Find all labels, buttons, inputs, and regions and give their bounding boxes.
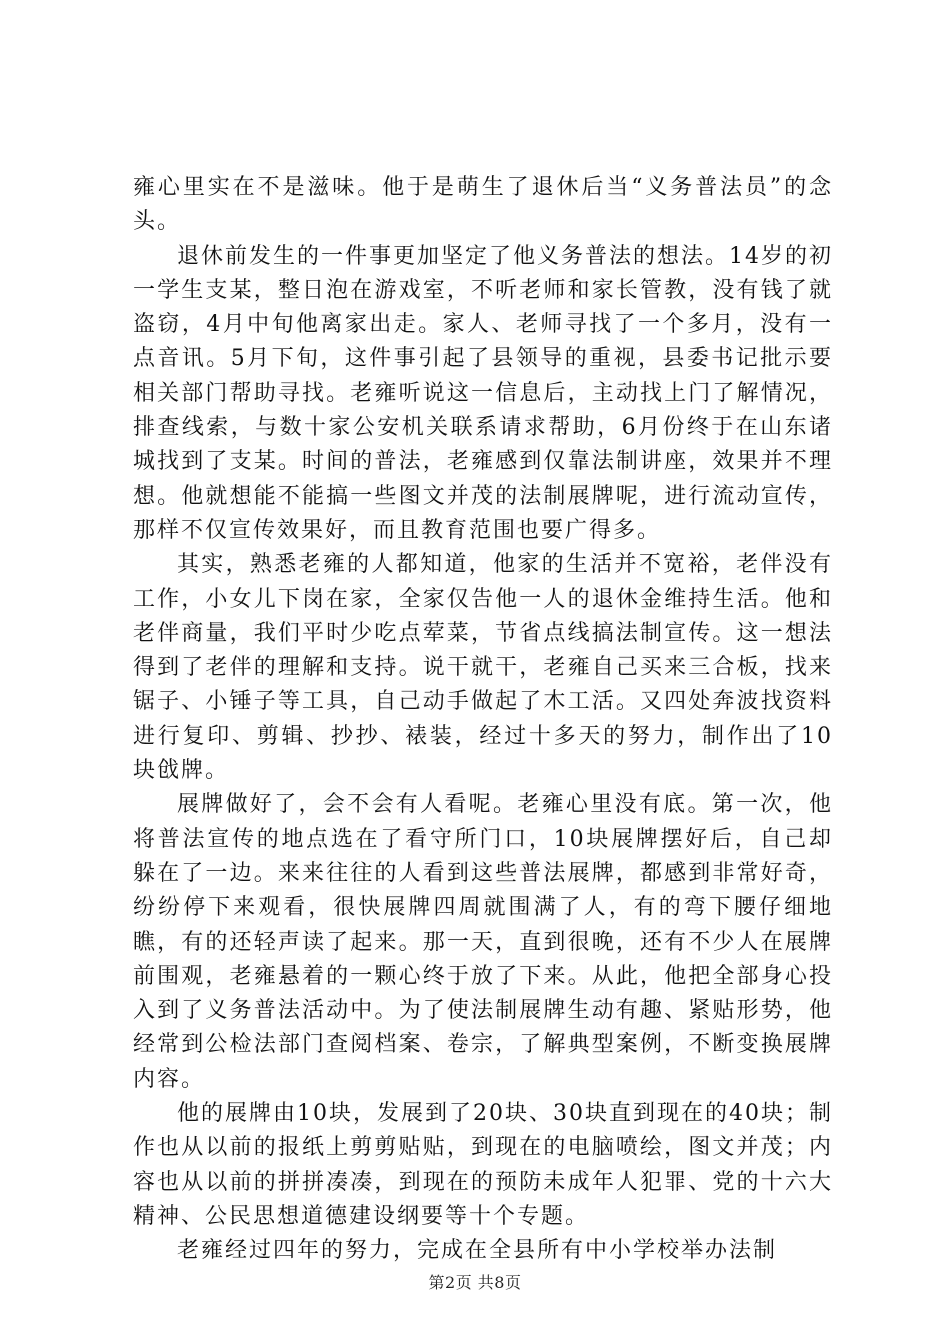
paragraph: 展牌做好了，会不会有人看呢。老雍心里没有底。第一次，他将普法宣传的地点选在了看守所门口，10块展牌摆好后，自己却躲在了一边。来来往往的人看到这些普法展牌，都感到非常好奇，纷纷停下来观看，很快展牌四周就围满了人，有的弯下腰仔细地瞧，有的还轻声读了起来。那一天，直到很晚，还有不少人在展牌前围观，老雍悬着的一颗心终于放了下来。从此，他把全部身心投入到了义务普法活动中。为了使法制展牌生动有趣、紧贴形势，他经常到公检法部门查阅档案、卷宗，了解典型案例，不断变换展牌内容。 — [133, 792, 833, 1092]
paragraph: 老雍经过四年的努力，完成在全县所有中小学校举办法制 — [177, 1238, 778, 1264]
document-body — [133, 171, 833, 1269]
paragraph: 退休前发生的一件事更加坚定了他义务普法的想法。14岁的初一学生支某，整日泡在游戏室，不听老师和家长管教，没有钱了就盗窃，4月中旬他离家出走。家人、老师寻找了一个多月，没有一点音讯。5月下旬，这件事引起了县领导的重视，县委书记批示要相关部门帮助寻找。老雍听说这一信息后，主动找上门了解情况，排查线索，与数十家公安机关联系请求帮助，6月份终于在山东诸城找到了支某。时间的普法，老雍感到仅靠法制讲座，效果并不理想。他就想能不能搞一些图文并茂的法制展牌呢，进行流动宣传，那样不仅宣传效果好，而且教育范围也要广得多。 — [133, 243, 833, 543]
paragraph: 雍心里实在不是滋味。他于是萌生了退休后当“义务普法员”的念头。 — [133, 175, 833, 235]
page-number-footer: 第2页 共8页 — [428, 1273, 522, 1292]
paragraph: 他的展牌由10块，发展到了20块、30块直到现在的40块；制作也从以前的报纸上剪剪贴贴，到现在的电脑喷绘，图文并茂；内容也从以前的拼拼凑凑，到现在的预防未成年人犯罪、党的十六大精神、公民思想道德建设纲要等十个专题。 — [133, 1101, 833, 1229]
paragraph: 其实，熟悉老雍的人都知道，他家的生活并不宽裕，老伴没有工作，小女儿下岗在家，全家仅告他一人的退休金维持生活。他和老伴商量，我们平时少吃点荤菜，节省点线搞法制宣传。这一想法得到了老伴的理解和支持。说干就干，老雍自己买来三合板，找来锯子、小锤子等工具，自己动手做起了木工活。又四处奔波找资料进行复印、剪辑、抄抄、裱装，经过十多天的努力，制作出了10块戗牌。 — [133, 552, 833, 784]
